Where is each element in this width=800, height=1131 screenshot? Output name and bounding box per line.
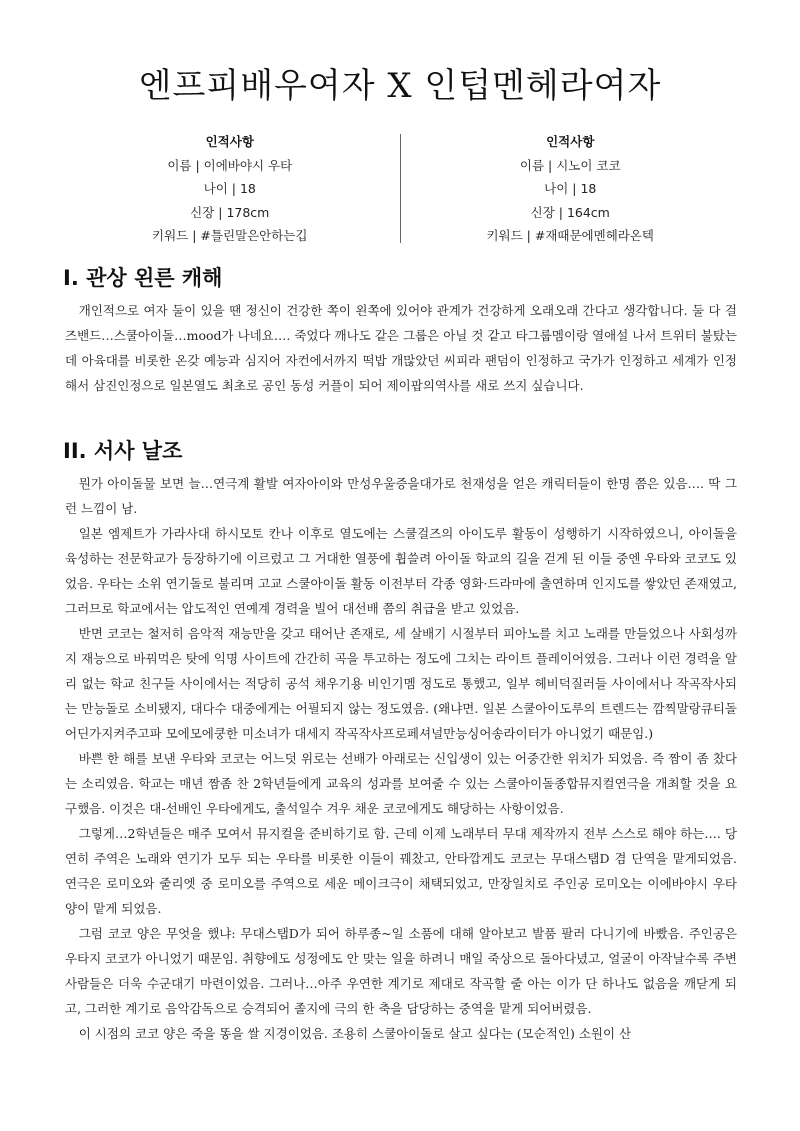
- section-heading-1: I. 관상 왼른 캐해: [63, 266, 223, 290]
- profile-height: 신장 | 178cm: [190, 204, 270, 220]
- profile-uta: [60, 130, 400, 245]
- profile-heading: 인적사항: [546, 134, 595, 149]
- paragraph: 뭔가 아이돌물 보면 늘…연극계 활발 여자아이와 만성우울증을대가로 천재성을 얻은 캐릭터들이 한명 쯤은 있음…. 딱 그런 느낌이 남.: [65, 476, 737, 516]
- section-body-1: [65, 298, 737, 398]
- profile-age: 나이 | 18: [544, 181, 597, 196]
- profile-age: 나이 | 18: [203, 181, 256, 196]
- profile-keyword: 키워드 | #재때문에멘헤라온텍: [486, 228, 655, 243]
- paragraph: 바쁜 한 해를 보낸 우타와 코코는 어느덧 위로는 선배가 아래로는 신입생이 있는 어중간한 위치가 되었음. 즉 짬이 좀 찼다는 소리였음. 학교는 매년 짬좀 찬 2학년들에게 교육의 성과를 보여줄 수 있는 스쿨아이돌종합뮤지컬연극을 개최할 것을 요구했음. 이것은 대-선배인 우타에게도, 출석일수 겨우 채운 코코에게도 해당하는 사항이었음.: [65, 751, 737, 816]
- paragraph: 그렇게…2학년들은 매주 모여서 뮤지컬을 준비하기로 함. 근데 이제 노래부터 무대 제작까지 전부 스스로 해야 하는…. 당연히 주역은 노래와 연기가 모두 되는 우타를 비롯한 이들이 꿰찼고, 안타깝게도 코코는 무대스탭D 겸 단역을 맡게되었음. 연극은 로미오와 줄리엣 중 로미오를 주역으로 세운 메이크극이 채택되었고, 만장일치로 주인공 로미오는 이에바야시 우타 양이 맡게 되었음.: [65, 826, 737, 916]
- section-heading-2: II. 서사 날조: [63, 439, 183, 463]
- paragraph: 그럼 코코 양은 무엇을 했냐: 무대스탭D가 되어 하루종~일 소품에 대해 알아보고 발품 팔러 다니기에 바빴음. 주인공은 우타지 코코가 아니었기 때문임. 취향에도 성정에도 안 맞는 일을 하려니 매일 죽상으로 돌아다녔고, 얼굴이 아작날수록 주변 사람들은 더욱 수군대기 마련이었음. 그러나…아주 우연한 계기로 제대로 작곡할 줄 아는 이가 단 하나도 없음을 깨닫게 되고, 그러한 계기로 음악감독으로 승격되어 졸지에 극의 한 축을 담당하는 중역을 맡게 되어버렸음.: [65, 926, 737, 1016]
- profile-name: 이름 | 시노이 코코: [519, 157, 621, 173]
- section-body-2: [65, 471, 737, 1046]
- profile-keyword: 키워드 | #틀린말은안하는깁: [152, 228, 308, 243]
- page-title: 엔프피배우여자 X 인텁멘헤라여자: [138, 66, 662, 106]
- profile-table: [60, 130, 740, 245]
- profile-height: 신장 | 164cm: [530, 204, 610, 220]
- paragraph: 반면 코코는 철저히 음악적 재능만을 갖고 태어난 존재로, 세 살배기 시절부터 피아노를 치고 노래를 만들었으나 사회성까지 재능으로 바꿔먹은 탓에 익명 사이트에 간간히 곡을 투고하는 정도에 그치는 라이트 플레이어였음. 그러나 이런 경력을 알 리 없는 학교 친구들 사이에서는 적당히 공석 채우기용 비인기멤 정도로 통했고, 일부 헤비덕질러들 사이에서나 작곡작사되는 만능돌로 소비됐지, 대다수 대중에게는 어필되지 않는 정도였음. (왜냐면. 일본 스쿨아이도루의 트렌드는 깜찍말랑큐티돌 어딘가지켜주고파 모에모에쿵한 미소녀가 대세지 작곡작사프로페셔널만능싱어송라이터가 아니었기 때문임.): [65, 626, 737, 741]
- profile-name: 이름 | 이에바야시 우타: [167, 157, 293, 173]
- profile-coco: [401, 130, 741, 245]
- profile-heading: 인적사항: [205, 134, 254, 149]
- paragraph: 개인적으로 여자 둘이 있을 땐 정신이 건강한 쪽이 왼쪽에 있어야 관계가 건강하게 오래오래 간다고 생각합니다. 둘 다 걸즈밴드…스쿨아이돌…mood가 나네요…. 죽었다 깨나도 같은 그룹은 아닐 것 같고 타그룹멤이랑 열애설 나서 트위터 불탔는데 아육대를 비롯한 온갖 예능과 심지어 자컨에서까지 떡밥 개많았던 씨피라 팬덤이 인정하고 국가가 인정하고 세계가 인정해서 삼진인정으로 일본열도 최초로 공인 동성 커플이 되어 제이팝의역사를 새로 쓰지 싶습니다.: [65, 303, 737, 393]
- paragraph: 이 시점의 코코 양은 죽을 똥을 쌀 지경이었음. 조용히 스쿨아이돌로 살고 싶다는 (모순적인) 소원이 산: [78, 1026, 632, 1041]
- paragraph: 일본 엠제트가 가라사대 하시모토 칸나 이후로 열도에는 스쿨걸즈의 아이도루 활동이 성행하기 시작하였으니, 아이돌을 육성하는 전문학교가 등장하기에 이르렀고 그 거대한 열풍에 휩쓸려 아이돌 학교의 길을 걷게 된 이들 중엔 우타와 코코도 있었음. 우타는 소위 연기돌로 불리며 고교 스쿨아이돌 활동 이전부터 각종 영화·드라마에 출연하며 인지도를 쌓았던 존재였고, 그러므로 학교에서는 압도적인 연예계 경력을 빌어 대선배 쯤의 취급을 받고 있었음.: [65, 526, 737, 616]
